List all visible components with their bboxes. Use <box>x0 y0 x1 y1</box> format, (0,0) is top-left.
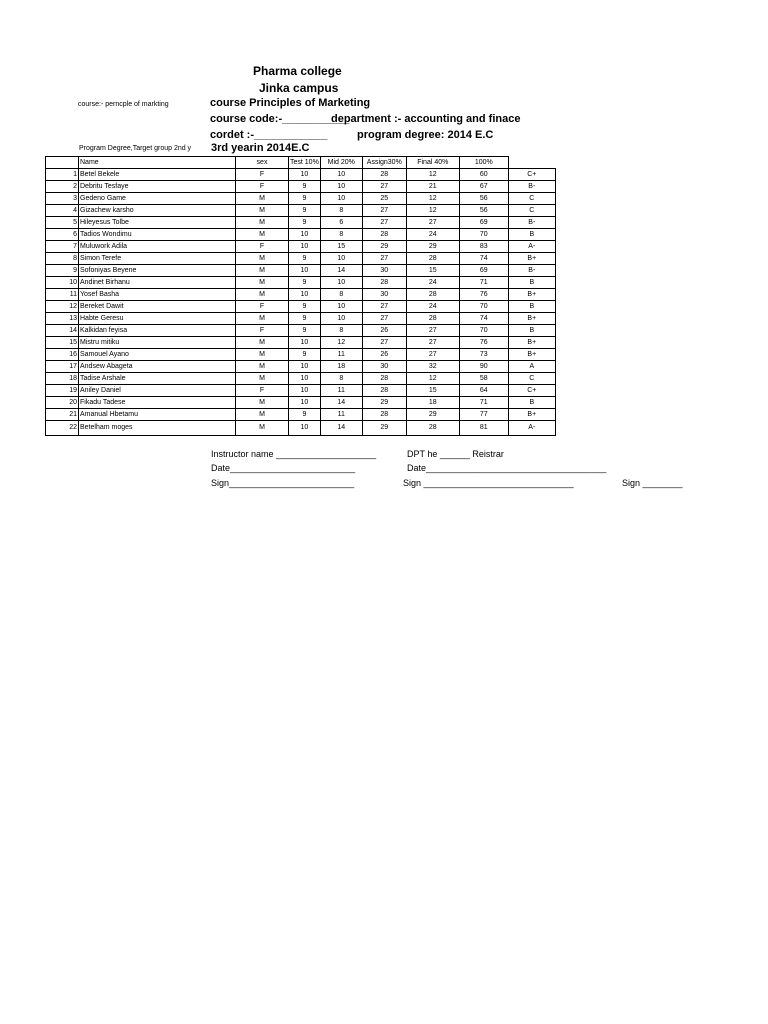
student-name: Andinet Birhanu <box>79 277 236 289</box>
row-number: 5 <box>46 217 79 229</box>
mid-score: 10 <box>320 181 362 193</box>
letter-grade: C <box>508 193 555 205</box>
assign-score: 28 <box>362 409 406 421</box>
mid-score: 10 <box>320 193 362 205</box>
test-score: 9 <box>289 325 321 337</box>
student-sex: F <box>236 301 289 313</box>
mid-score: 11 <box>320 349 362 361</box>
student-name: Samouel Ayano <box>79 349 236 361</box>
letter-grade: C+ <box>508 385 555 397</box>
test-score: 9 <box>289 205 321 217</box>
final-score: 28 <box>406 421 459 436</box>
total-score: 83 <box>459 241 508 253</box>
row-number: 21 <box>46 409 79 421</box>
total-score: 71 <box>459 277 508 289</box>
mid-score: 14 <box>320 397 362 409</box>
table-row <box>46 205 556 217</box>
test-score: 10 <box>289 373 321 385</box>
letter-grade: B+ <box>508 337 555 349</box>
table-row <box>46 397 556 409</box>
total-score: 67 <box>459 181 508 193</box>
dpt-sign-line: Sign ______________________________ <box>403 478 574 488</box>
mid-score: 15 <box>320 241 362 253</box>
col-header-grade <box>508 157 555 169</box>
final-score: 29 <box>406 241 459 253</box>
assign-score: 26 <box>362 325 406 337</box>
mid-score: 8 <box>320 289 362 301</box>
total-score: 58 <box>459 373 508 385</box>
total-score: 60 <box>459 169 508 181</box>
final-score: 12 <box>406 205 459 217</box>
row-number: 8 <box>46 253 79 265</box>
final-score: 29 <box>406 409 459 421</box>
table-header-row <box>46 157 556 169</box>
table-row <box>46 181 556 193</box>
dpt-date-line: Date____________________________________ <box>407 463 607 473</box>
col-header-final: Final 40% <box>406 157 459 169</box>
assign-score: 28 <box>362 385 406 397</box>
mid-score: 8 <box>320 229 362 241</box>
total-score: 73 <box>459 349 508 361</box>
letter-grade: B+ <box>508 253 555 265</box>
test-score: 10 <box>289 385 321 397</box>
row-number: 15 <box>46 337 79 349</box>
total-score: 71 <box>459 397 508 409</box>
total-score: 69 <box>459 265 508 277</box>
final-score: 12 <box>406 169 459 181</box>
total-score: 70 <box>459 325 508 337</box>
student-name: Kalkidan feyisa <box>79 325 236 337</box>
test-score: 10 <box>289 337 321 349</box>
row-number: 16 <box>46 349 79 361</box>
table-row <box>46 217 556 229</box>
table-row <box>46 337 556 349</box>
letter-grade: B <box>508 325 555 337</box>
total-score: 76 <box>459 337 508 349</box>
table-row <box>46 301 556 313</box>
student-name: Hileyesus Tolbe <box>79 217 236 229</box>
student-sex: M <box>236 361 289 373</box>
student-name: Tadios Wondimu <box>79 229 236 241</box>
mid-score: 14 <box>320 265 362 277</box>
table-row <box>46 229 556 241</box>
test-score: 10 <box>289 289 321 301</box>
assign-score: 27 <box>362 181 406 193</box>
row-number: 9 <box>46 265 79 277</box>
total-score: 74 <box>459 253 508 265</box>
letter-grade: A- <box>508 241 555 253</box>
total-score: 70 <box>459 229 508 241</box>
mid-score: 8 <box>320 205 362 217</box>
col-header-test: Test 10% <box>289 157 321 169</box>
col-header-name: Name <box>79 157 236 169</box>
row-number: 6 <box>46 229 79 241</box>
student-sex: M <box>236 409 289 421</box>
letter-grade: C <box>508 373 555 385</box>
test-score: 9 <box>289 181 321 193</box>
test-score: 9 <box>289 409 321 421</box>
mid-score: 14 <box>320 421 362 436</box>
col-header-mid: Mid 20% <box>320 157 362 169</box>
student-sex: M <box>236 193 289 205</box>
assign-score: 25 <box>362 193 406 205</box>
student-name: Yosef Basha <box>79 289 236 301</box>
final-score: 18 <box>406 397 459 409</box>
assign-score: 29 <box>362 241 406 253</box>
test-score: 9 <box>289 193 321 205</box>
mid-score: 6 <box>320 217 362 229</box>
letter-grade: B <box>508 229 555 241</box>
assign-score: 28 <box>362 229 406 241</box>
student-sex: M <box>236 205 289 217</box>
letter-grade: B+ <box>508 289 555 301</box>
assign-score: 29 <box>362 421 406 436</box>
student-name: Sofoniyas Beyene <box>79 265 236 277</box>
row-number: 2 <box>46 181 79 193</box>
row-number: 4 <box>46 205 79 217</box>
student-name: Mistru mitiku <box>79 337 236 349</box>
mid-score: 12 <box>320 337 362 349</box>
academic-year: 3rd yearin 2014E.C <box>211 142 310 154</box>
table-row <box>46 265 556 277</box>
col-header-sex: sex <box>236 157 289 169</box>
final-score: 24 <box>406 229 459 241</box>
student-name: Betelham moges <box>79 421 236 436</box>
instructor-date-line: Date_________________________ <box>211 463 356 473</box>
row-number: 18 <box>46 373 79 385</box>
letter-grade: B+ <box>508 409 555 421</box>
letter-grade: B <box>508 397 555 409</box>
mid-score: 8 <box>320 373 362 385</box>
student-sex: M <box>236 277 289 289</box>
mid-score: 10 <box>320 277 362 289</box>
student-sex: F <box>236 385 289 397</box>
final-score: 27 <box>406 217 459 229</box>
college-title: Pharma college <box>253 64 342 78</box>
test-score: 10 <box>289 229 321 241</box>
student-sex: F <box>236 169 289 181</box>
total-score: 77 <box>459 409 508 421</box>
letter-grade: A <box>508 361 555 373</box>
letter-grade: C <box>508 205 555 217</box>
letter-grade: B- <box>508 217 555 229</box>
row-number: 20 <box>46 397 79 409</box>
total-score: 69 <box>459 217 508 229</box>
student-sex: M <box>236 421 289 436</box>
assign-score: 27 <box>362 217 406 229</box>
test-score: 10 <box>289 265 321 277</box>
assign-score: 27 <box>362 313 406 325</box>
assign-score: 28 <box>362 373 406 385</box>
table-row <box>46 361 556 373</box>
test-score: 9 <box>289 253 321 265</box>
table-row <box>46 325 556 337</box>
final-score: 15 <box>406 385 459 397</box>
student-sex: M <box>236 253 289 265</box>
course-name: course Principles of Marketing <box>210 97 371 109</box>
student-sex: M <box>236 337 289 349</box>
registrar-sign-line: Sign ________ <box>622 478 683 488</box>
program-target-group: Program Degree,Target group 2nd y <box>79 145 192 152</box>
total-score: 64 <box>459 385 508 397</box>
final-score: 24 <box>406 277 459 289</box>
mid-score: 18 <box>320 361 362 373</box>
letter-grade: B+ <box>508 349 555 361</box>
total-score: 56 <box>459 193 508 205</box>
row-number: 1 <box>46 169 79 181</box>
table-row <box>46 373 556 385</box>
instructor-name-line: Instructor name ____________________ <box>211 449 377 459</box>
test-score: 10 <box>289 397 321 409</box>
table-row <box>46 421 556 436</box>
final-score: 15 <box>406 265 459 277</box>
letter-grade: B <box>508 277 555 289</box>
mid-score: 8 <box>320 325 362 337</box>
final-score: 12 <box>406 193 459 205</box>
student-name: Aniley Daniel <box>79 385 236 397</box>
final-score: 27 <box>406 349 459 361</box>
student-sex: M <box>236 397 289 409</box>
student-sex: M <box>236 373 289 385</box>
student-name: Gedeno Game <box>79 193 236 205</box>
student-name: Amanual Hbetamu <box>79 409 236 421</box>
student-name: Andsew Abageta <box>79 361 236 373</box>
row-number: 14 <box>46 325 79 337</box>
cordet: cordet :-____________ <box>210 129 328 141</box>
student-sex: M <box>236 289 289 301</box>
row-number: 22 <box>46 421 79 436</box>
letter-grade: B+ <box>508 313 555 325</box>
student-sex: M <box>236 217 289 229</box>
test-score: 9 <box>289 217 321 229</box>
campus-title: Jinka campus <box>259 81 339 95</box>
assign-score: 28 <box>362 169 406 181</box>
mid-score: 11 <box>320 385 362 397</box>
letter-grade: C+ <box>508 169 555 181</box>
final-score: 28 <box>406 253 459 265</box>
assign-score: 30 <box>362 265 406 277</box>
final-score: 21 <box>406 181 459 193</box>
assign-score: 28 <box>362 277 406 289</box>
row-number: 11 <box>46 289 79 301</box>
final-score: 28 <box>406 289 459 301</box>
final-score: 12 <box>406 373 459 385</box>
table-row <box>46 385 556 397</box>
total-score: 90 <box>459 361 508 373</box>
student-name: Gizachew karsho <box>79 205 236 217</box>
table-row <box>46 193 556 205</box>
mid-score: 10 <box>320 253 362 265</box>
grades-body <box>46 169 556 436</box>
row-number: 12 <box>46 301 79 313</box>
table-row <box>46 277 556 289</box>
total-score: 74 <box>459 313 508 325</box>
test-score: 10 <box>289 169 321 181</box>
student-name: Bereket Dawit <box>79 301 236 313</box>
course-short-label: course:- perncple of markting <box>78 101 169 108</box>
table-row <box>46 409 556 421</box>
assign-score: 29 <box>362 397 406 409</box>
final-score: 24 <box>406 301 459 313</box>
student-sex: F <box>236 181 289 193</box>
total-score: 70 <box>459 301 508 313</box>
student-name: Tadise Arshale <box>79 373 236 385</box>
student-name: Habte Geresu <box>79 313 236 325</box>
row-number: 13 <box>46 313 79 325</box>
department: department :- accounting and finace <box>331 113 521 125</box>
test-score: 10 <box>289 361 321 373</box>
letter-grade: B <box>508 301 555 313</box>
assign-score: 27 <box>362 301 406 313</box>
row-number: 19 <box>46 385 79 397</box>
student-sex: M <box>236 265 289 277</box>
col-header-number <box>46 157 79 169</box>
final-score: 28 <box>406 313 459 325</box>
table-row <box>46 241 556 253</box>
row-number: 17 <box>46 361 79 373</box>
student-sex: F <box>236 325 289 337</box>
table-row <box>46 253 556 265</box>
table-row <box>46 349 556 361</box>
program-degree: program degree: 2014 E.C <box>357 129 494 141</box>
table-row <box>46 289 556 301</box>
assign-score: 27 <box>362 253 406 265</box>
course-code: course code:-___________ <box>210 113 350 125</box>
student-name: Fikadu Tadese <box>79 397 236 409</box>
col-header-assign: Assign30% <box>362 157 406 169</box>
total-score: 81 <box>459 421 508 436</box>
assign-score: 30 <box>362 289 406 301</box>
letter-grade: B- <box>508 181 555 193</box>
student-name: Muluwork Adila <box>79 241 236 253</box>
mid-score: 10 <box>320 301 362 313</box>
total-score: 56 <box>459 205 508 217</box>
student-sex: M <box>236 349 289 361</box>
table-row <box>46 169 556 181</box>
dpt-head-registrar-line: DPT he ______ Reistrar <box>407 449 504 459</box>
mid-score: 10 <box>320 169 362 181</box>
test-score: 9 <box>289 277 321 289</box>
row-number: 10 <box>46 277 79 289</box>
final-score: 27 <box>406 337 459 349</box>
grades-table <box>45 156 556 436</box>
row-number: 7 <box>46 241 79 253</box>
letter-grade: A- <box>508 421 555 436</box>
mid-score: 11 <box>320 409 362 421</box>
test-score: 9 <box>289 313 321 325</box>
assign-score: 27 <box>362 337 406 349</box>
student-name: Betel Bekele <box>79 169 236 181</box>
test-score: 9 <box>289 349 321 361</box>
assign-score: 27 <box>362 205 406 217</box>
student-name: Simon Terefe <box>79 253 236 265</box>
student-name: Debritu Tesfaye <box>79 181 236 193</box>
final-score: 27 <box>406 325 459 337</box>
final-score: 32 <box>406 361 459 373</box>
mid-score: 10 <box>320 313 362 325</box>
instructor-sign-line: Sign_________________________ <box>211 478 355 488</box>
student-sex: M <box>236 313 289 325</box>
col-header-total: 100% <box>459 157 508 169</box>
assign-score: 26 <box>362 349 406 361</box>
test-score: 9 <box>289 301 321 313</box>
letter-grade: B- <box>508 265 555 277</box>
test-score: 10 <box>289 241 321 253</box>
student-sex: M <box>236 229 289 241</box>
row-number: 3 <box>46 193 79 205</box>
student-sex: F <box>236 241 289 253</box>
test-score: 10 <box>289 421 321 436</box>
total-score: 76 <box>459 289 508 301</box>
assign-score: 30 <box>362 361 406 373</box>
table-row <box>46 313 556 325</box>
